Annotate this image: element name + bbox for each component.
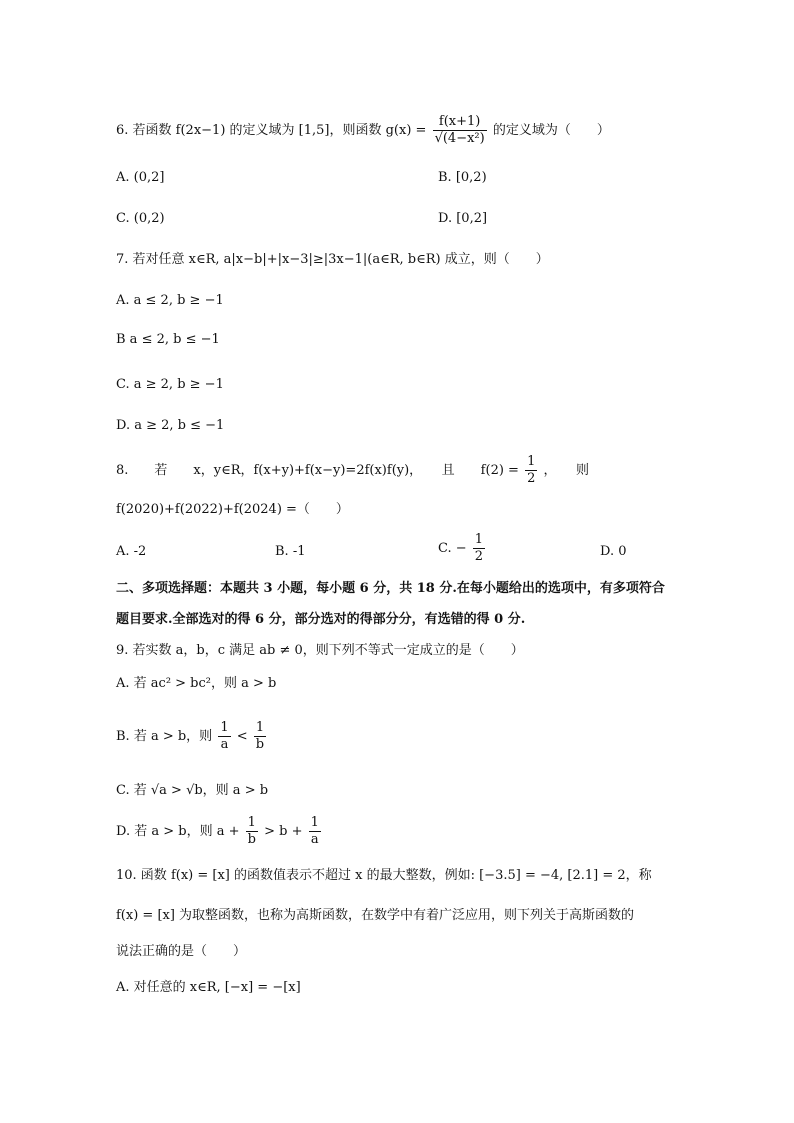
q8-stem-line2: f(2020)+f(2022)+f(2024) =（ ）: [116, 502, 349, 517]
q7-option-b: B a ≤ 2, b ≤ −1: [116, 332, 220, 347]
q10-stem-line1: 10. 函数 f(x) = [x] 的函数值表示不超过 x 的最大整数，例如: [−3.5] = −4, [2.1] = 2，称: [116, 868, 652, 883]
q7-option-d: D. a ≥ 2, b ≤ −1: [116, 418, 225, 433]
q10-stem-line2: f(x) = [x] 为取整函数，也称为高斯函数，在数学中有着广泛应用，则下列关于高斯函数的: [116, 908, 635, 923]
q9-option-d-frac1-num: 1: [246, 815, 258, 832]
q9-option-b-frac1-den: a: [220, 737, 229, 752]
q8-option-c-prefix: C. −: [438, 541, 467, 556]
q6-stem-text: 6. 若函数 f(2x−1) 的定义域为 [1,5]，则函数 g(x) =: [116, 123, 427, 138]
q6-stem-tail: 的定义域为（ ）: [492, 123, 610, 138]
q7-stem: 7. 若对任意 x∈R, a|x−b|+|x−3|≥|3x−1|(a∈R, b∈R) 成立，则（ ）: [116, 252, 549, 267]
q9-option-b-frac2-den: b: [255, 737, 265, 752]
q10-stem-line3: 说法正确的是（ ）: [116, 944, 247, 959]
q9-option-b-prefix: B. 若 a > b，则: [116, 729, 213, 744]
q9-option-b: [116, 720, 268, 753]
q9-option-d-frac1: [246, 815, 258, 848]
q9-option-a: A. 若 ac² > bc²，则 a > b: [116, 676, 277, 691]
q9-option-b-frac2: [254, 720, 266, 753]
q9-option-d-frac1-den: b: [247, 832, 256, 847]
q8-frac-numerator: 1: [527, 454, 536, 469]
q9-option-b-frac1-num: 1: [220, 720, 229, 735]
q9-stem: 9. 若实数 a，b，c 满足 ab ≠ 0，则下列不等式一定成立的是（ ）: [116, 643, 524, 658]
q8-fraction: [525, 454, 537, 487]
q9-option-c: C. 若 √a > √b，则 a > b: [116, 783, 269, 798]
q9-option-d-gt: > b +: [264, 824, 303, 839]
q8-option-c: [438, 532, 487, 565]
q8-stem-text: 8. 若 x，y∈R，f(x+y)+f(x−y)=2f(x)f(y)， 且 f(2) =: [116, 463, 519, 478]
q9-option-d-frac2-num: 1: [310, 815, 319, 830]
q7-option-c: C. a ≥ 2, b ≥ −1: [116, 377, 224, 392]
q8-stem: [116, 454, 589, 487]
q8-option-a: A. -2: [116, 544, 147, 559]
q9-option-d-prefix: D. 若 a > b，则 a +: [116, 824, 240, 839]
q8-option-c-numerator: 1: [474, 532, 484, 547]
q6-stem: [116, 114, 610, 147]
q6-fraction: [433, 114, 487, 147]
q10-option-a: A. 对任意的 x∈R, [−x] = −[x]: [116, 980, 301, 995]
q9-option-b-frac2-num: 1: [254, 720, 266, 737]
q8-option-c-fraction: [473, 532, 485, 565]
q6-frac-denominator: √(4−x²): [434, 131, 485, 146]
q8-option-b: B. -1: [275, 544, 306, 559]
section2-instructions-line1: 二、多项选择题：本题共 3 小题，每小题 6 分，共 18 分.在每小题给出的选项中，有多项符合: [116, 581, 665, 596]
q6-option-b: B. [0,2): [438, 170, 487, 185]
q9-option-d-frac2: [309, 815, 321, 848]
q8-option-c-denominator: 2: [474, 549, 484, 564]
q6-option-d: D. [0,2]: [438, 211, 488, 226]
q7-option-a: A. a ≤ 2, b ≥ −1: [116, 293, 224, 308]
q6-frac-numerator: f(x+1): [433, 114, 487, 131]
q9-option-b-lt: <: [236, 729, 248, 744]
q8-frac-denominator: 2: [527, 471, 536, 486]
q9-option-d-frac2-den: a: [310, 832, 319, 847]
q8-stem-tail: ， 则: [543, 463, 590, 478]
q9-option-d: [116, 815, 323, 848]
q6-option-c: C. (0,2): [116, 211, 165, 226]
q8-option-d: D. 0: [600, 544, 627, 559]
q6-option-a: A. (0,2]: [116, 170, 165, 185]
q9-option-b-frac1: [218, 720, 230, 753]
section2-instructions-line2: 题目要求.全部选对的得 6 分，部分选对的得部分分，有选错的得 0 分.: [116, 612, 526, 627]
